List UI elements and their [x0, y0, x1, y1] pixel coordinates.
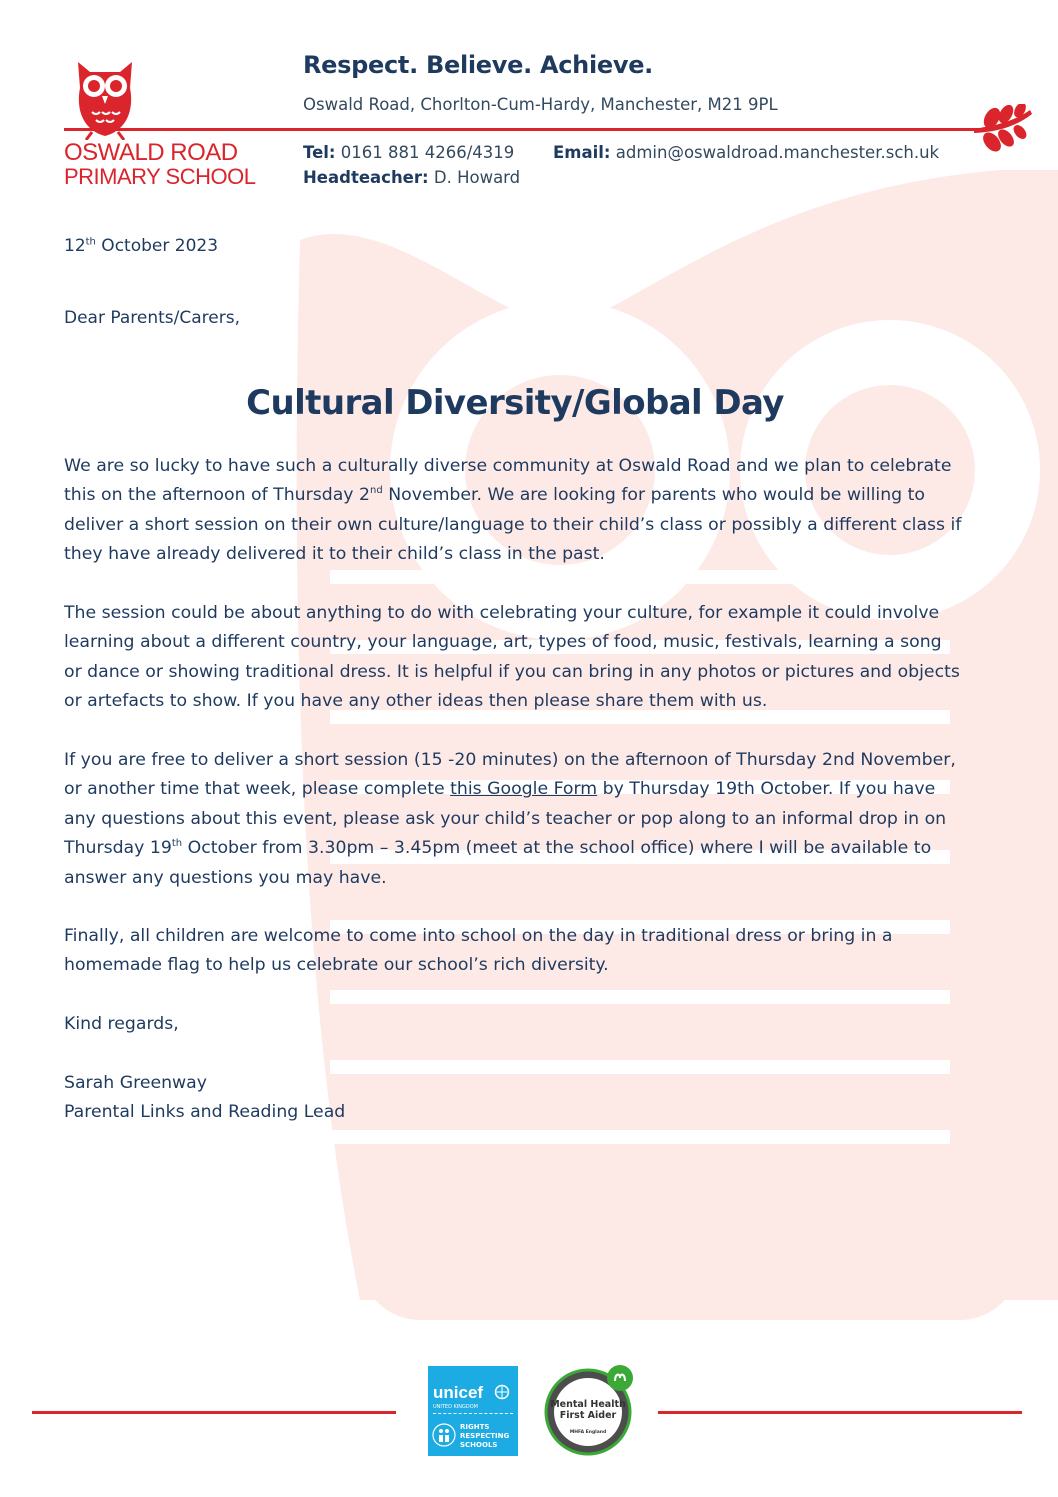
paragraph-1 — [64, 452, 964, 570]
date-rest: October 2023 — [95, 236, 219, 256]
unicef-divider — [433, 1413, 513, 1415]
mhfa-title — [544, 1399, 632, 1421]
google-form-link[interactable]: this Google Form — [450, 779, 598, 800]
email-value[interactable]: admin@oswaldroad.manchester.sch.uk — [615, 143, 940, 162]
p3-text-b: by Thursday 19th October. If you have any questions about this event, please ask your child’s teacher or pop along to an informal drop in on Thursday 19 — [64, 779, 947, 859]
date-day: 12 — [64, 236, 86, 256]
school-address: Oswald Road, Chorlton-Cum-Hardy, Manchester, M21 9PL — [303, 95, 778, 114]
children-icon — [432, 1422, 456, 1448]
mhfa-line-1: Mental Health — [550, 1399, 626, 1410]
unicef-sub: UNITED KINGDOM — [433, 1404, 478, 1410]
paragraph-3 — [64, 746, 964, 893]
rights-respecting-schools — [460, 1423, 509, 1450]
email-line — [553, 143, 939, 162]
letter-date — [64, 236, 218, 256]
p3-text-c: October from 3.30pm – 3.45pm (meet at the school office) where I will be available to answer any questions you may have. — [64, 838, 932, 888]
laurel-icon — [970, 104, 1034, 154]
p3-sup: th — [171, 838, 183, 850]
unicef-logo-text: unicef — [433, 1383, 484, 1402]
letter-title: Cultural Diversity/Global Day — [246, 383, 784, 423]
p3-text-a: If you are free to deliver a short session (15 -20 minutes) on the afternoon of Thursday 2nd November, or another time that week, please complete — [64, 750, 956, 800]
rrs-line-1: RIGHTS — [460, 1423, 490, 1431]
signature-role: Parental Links and Reading Lead — [64, 1102, 346, 1122]
school-name-line2: PRIMARY SCHOOL — [64, 164, 256, 189]
mhfa-line-2: First Aider — [559, 1410, 617, 1421]
tel-label: Tel: — [303, 143, 336, 162]
headteacher-line — [303, 168, 520, 187]
salutation: Dear Parents/Carers, — [64, 308, 240, 328]
school-name-line1: OSWALD ROAD — [64, 139, 238, 166]
closing: Kind regards, — [64, 1014, 179, 1034]
mhfa-small: MHFA England — [569, 1430, 607, 1435]
date-suffix: th — [85, 236, 96, 248]
paragraph-2: The session could be about anything to do with celebrating your culture, for example it could involve learning about a different country, your language, art, types of food, music, festivals, learning a song or dance or showing traditional dress. It is helpful if you can bring in any photos or pictures and objects or artefacts to show. If you have any other ideas then please share them with us. — [64, 603, 960, 712]
headteacher-value: D. Howard — [433, 168, 521, 187]
email-label: Email: — [553, 143, 611, 162]
p1-sup: nd — [370, 485, 383, 497]
unicef-badge — [428, 1366, 518, 1456]
mhfa-plant-icon — [606, 1364, 634, 1392]
tel-line — [303, 143, 514, 162]
school-motto: Respect. Believe. Achieve. — [303, 51, 653, 79]
footer-divider-right — [658, 1411, 1022, 1414]
rrs-line-2: RESPECTING — [460, 1432, 510, 1440]
p1-text-b: November. We are looking for parents who would be willing to deliver a short session on their own culture/language to their child’s class or possibly a different class if they have already delivered it to their child’s class in the past. — [64, 485, 962, 565]
tel-value: 0161 881 4266/4319 — [340, 143, 515, 162]
paragraph-4: Finally, all children are welcome to come into school on the day in traditional dress or bring in a homemade flag to help us celebrate our school’s rich diversity. — [64, 926, 893, 976]
globe-icon — [494, 1384, 510, 1400]
mhfa-badge — [544, 1368, 632, 1456]
headteacher-label: Headteacher: — [303, 168, 429, 187]
p1-text-a: We are so lucky to have such a culturally diverse community at Oswald Road and we plan to celebrate this on the afternoon of Thursday 2 — [64, 456, 952, 506]
signature-name: Sarah Greenway — [64, 1073, 207, 1093]
header-divider — [64, 128, 984, 131]
rrs-line-3: SCHOOLS — [460, 1441, 498, 1449]
footer-divider-left — [32, 1411, 396, 1414]
